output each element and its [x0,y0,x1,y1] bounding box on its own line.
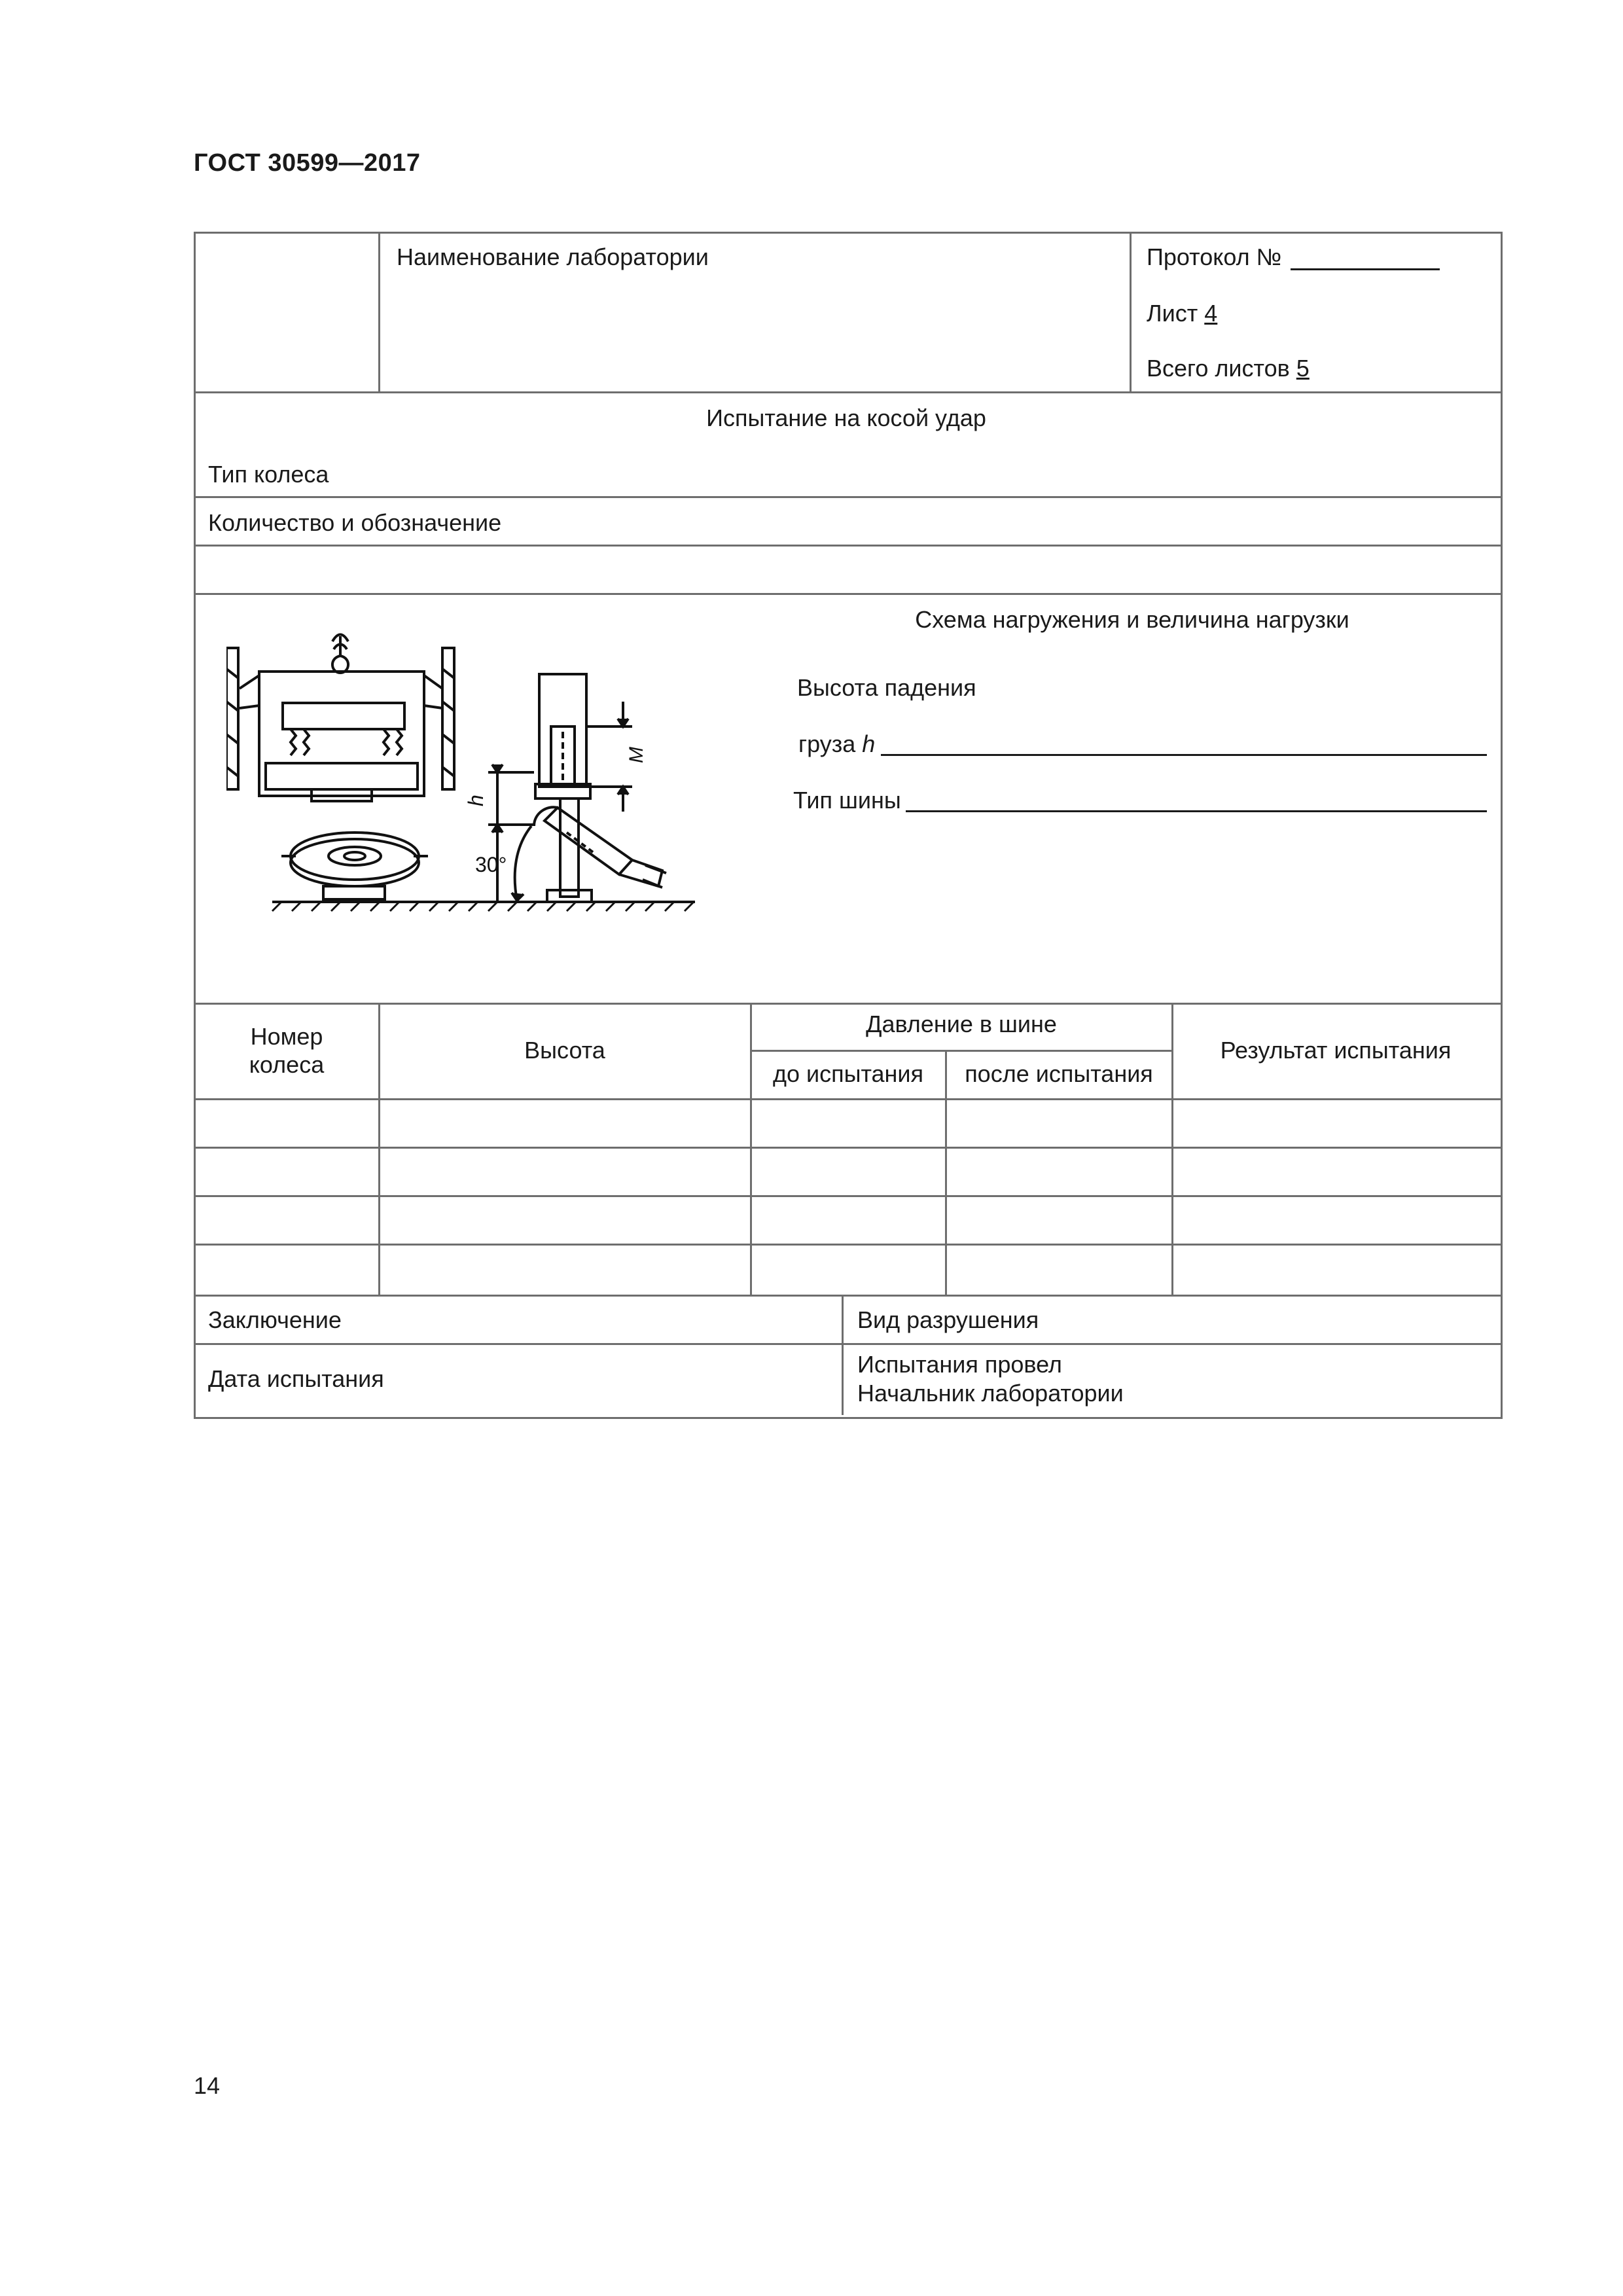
drop-height-label-line1: Высота падения [797,674,976,701]
quantity-bottom-rule [194,545,1501,547]
table-row[interactable] [194,1147,1501,1195]
header-bottom-rule [194,391,1501,393]
test-title: Испытание на косой удар [706,404,986,431]
table-bottom-rule [194,1295,1501,1297]
table-row[interactable] [194,1244,1501,1295]
lab-head-label: Начальник лаборатории [857,1380,1124,1407]
table-row[interactable] [194,1098,1501,1147]
header-before: до испытания [772,1060,924,1087]
quantity-label: Количество и обозначение [208,509,502,536]
drop-height-symbol: h [862,730,876,757]
scheme-title: Схема нагружения и величина нагрузки [915,606,1349,633]
wheel-type-label: Тип колеса [208,461,329,488]
diagram-m-label: М [626,747,647,763]
loading-scheme-diagram [226,630,695,924]
total-sheets-label: Всего листов [1147,355,1290,382]
scheme-bottom-rule [194,1003,1501,1005]
drop-height-label-line2 [798,730,875,757]
header-divider-right [1130,232,1132,393]
protocol-number-blank[interactable] [1291,268,1440,270]
conclusion-label: Заключение [208,1306,342,1333]
page-number: 14 [194,2072,221,2099]
header-divider-left [378,232,380,393]
tire-type-label: Тип шины [793,787,901,814]
drop-height-word: груза [798,730,856,757]
wheel-tilted [544,808,632,874]
table-row[interactable] [194,1195,1501,1244]
conducted-by-label: Испытания провел [857,1351,1062,1378]
tire-type-blank[interactable] [906,810,1487,812]
diagram-h-label: h [464,795,488,806]
test-date-label: Дата испытания [208,1365,384,1392]
protocol-number-label: Протокол № [1147,243,1282,270]
footer-middle-rule [194,1343,1501,1345]
lifting-hook [332,635,348,673]
sheet-number [1147,300,1217,327]
pressure-header-rule [750,1050,1173,1052]
test-pedestal [560,798,579,897]
drop-height-blank[interactable] [881,754,1487,756]
header-result: Результат испытания [1220,1037,1452,1064]
total-sheets [1147,355,1310,382]
header-after: после испытания [965,1060,1153,1087]
sheet-value: 4 [1204,300,1218,327]
diagram-angle-label: 30° [475,853,507,876]
header-wheel-number: Номер колеса [249,1023,325,1079]
empty-row-bottom-rule [194,593,1501,595]
header-pressure: Давление в шине [866,1011,1057,1037]
failure-type-label: Вид разрушения [857,1306,1039,1333]
total-sheets-value: 5 [1296,355,1310,382]
wheel-type-bottom-rule [194,496,1501,498]
lab-name-label: Наименование лаборатории [397,243,709,270]
sheet-label: Лист [1147,300,1198,327]
document-code: ГОСТ 30599—2017 [194,149,421,177]
footer-divider [842,1295,844,1415]
header-height: Высота [524,1037,605,1064]
striker-column [539,674,586,787]
